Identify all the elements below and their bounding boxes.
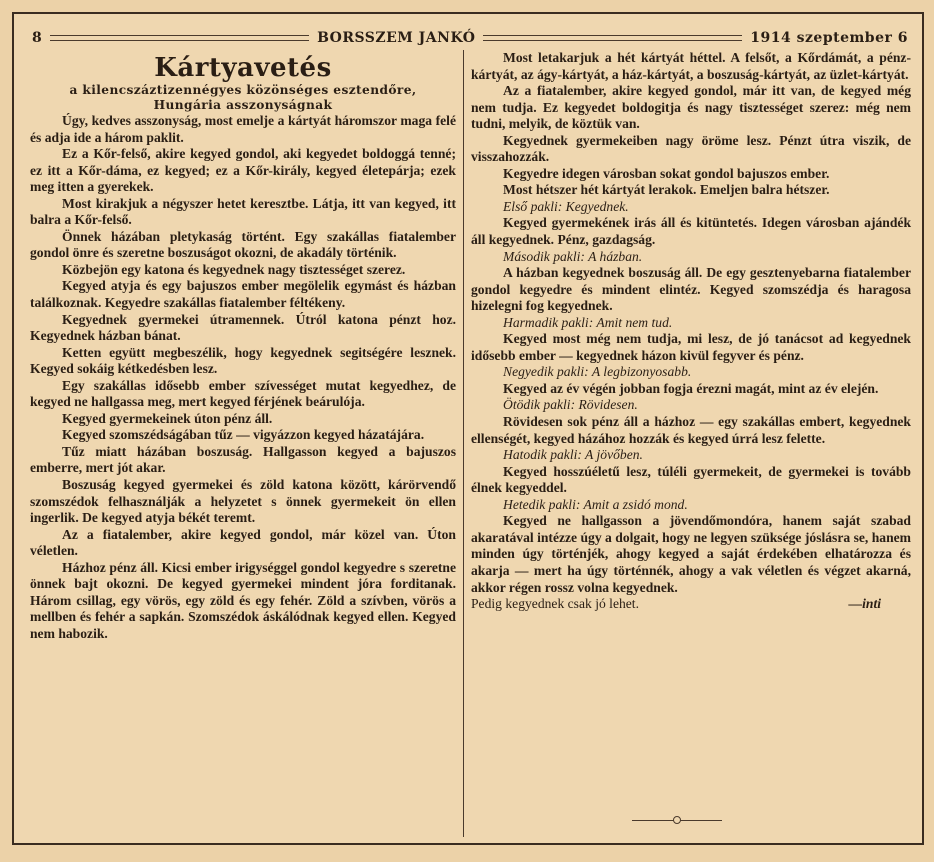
paragraph: Kegyedre idegen városban sokat gondol bajuszos ember. [503, 165, 830, 181]
paragraph: Közbejön egy katona és kegyednek nagy tisztességet szerez. [62, 261, 406, 277]
page-number: 8 [32, 30, 43, 46]
paragraph: Boszuság kegyed gyermekei és zöld katona között, kárörvendő szomszédok felhasználják a helyzetet s önnek gyermekeit ön ellen ingerlik. De kegyed atyja békét teremt. [30, 477, 456, 526]
paragraph: Az a fiatalember, akire kegyed gondol, már közel van. Úton véletlen. [30, 526, 456, 559]
paragraph: Kegyed most még nem tudja, mi lesz, de jó tanácsot ad kegyednek idősebb ember — kegyednek házon kivül fegyver és pénz. [471, 331, 911, 363]
ornament-circle [673, 816, 681, 824]
article-subtitle-line2: Hungária asszonyságnak [153, 98, 333, 112]
newspaper-page [12, 12, 924, 845]
pack-heading: Hetedik pakli: Amit a zsidó mond. [503, 496, 688, 512]
pack-heading: Második pakli: A házban. [503, 248, 643, 264]
paragraph: Most kirakjuk a négyszer hetet keresztbe. Látja, itt van kegyed, itt balra a Kőr-felső. [30, 195, 456, 228]
paragraph: Önnek házában pletykaság történt. Egy szakállas fiatalember gondol önre és szeretne boszuságot okozni, de akadály történik. [30, 228, 456, 261]
paragraph: Tűz miatt házában boszuság. Hallgasson kegyed a bajuszos emberre, mert jót akar. [30, 443, 456, 476]
paragraph: Ez a Kőr-felső, akire kegyed gondol, aki kegyedet boldoggá tenné; ez itt a Kőr-dáma, ez kegyed; ez a Kőr-király, kegyed életepárja; ezek meg itten a gyerekek. [30, 146, 456, 195]
pack-heading: Negyedik pakli: A legbizonyosabb. [503, 364, 692, 380]
end-ornament [632, 816, 722, 826]
header-rule-left [50, 35, 309, 41]
left-column [30, 50, 456, 643]
paragraph: Ketten együtt megbeszélik, hogy kegyednek segitségére lesznek. Kegyed sokáig kétkedésben lesz. [30, 344, 456, 377]
paragraph: Kegyed hosszúéletű lesz, túléli gyermekeit, de gyermekei is tovább élnek kegyeddel. [471, 463, 911, 496]
author-signature: —inti [848, 596, 881, 612]
paragraph: Kegyed atyja és egy bajuszos ember megölelik egymást és házban találkoznak. Kegyedre szakállas fiatalember féltékeny. [30, 278, 456, 311]
publication-name: BORSSZEM JANKÓ [317, 30, 476, 46]
paragraph: Úgy, kedves asszonyság, most emelje a kártyát háromszor maga felé és adja ide a három paklit. [30, 113, 456, 145]
paragraph: Kegyed az év végén jobban fogja érezni magát, mint az év elején. [503, 380, 879, 396]
right-column [463, 50, 911, 837]
paragraph: Kegyed szomszédságában tűz — vigyázzon kegyed házatájára. [62, 427, 425, 443]
pack-heading: Ötödik pakli: Rövidesen. [503, 397, 638, 413]
paragraph: A házban kegyednek boszuság áll. De egy gesztenyebarna fiatalember gondol kegyedre és mindent elintéz. Kegyed szomszédja és haragosa hizelegni fog kegyednek. [471, 265, 911, 314]
header-rule-right [483, 35, 742, 41]
paragraph: Kegyednek gyermekei útramennek. Útról katona pénzt hoz. Kegyednek házban bánat. [30, 311, 456, 344]
pack-heading: Első pakli: Kegyednek. [503, 198, 629, 214]
paragraph: Kegyed ne hallgasson a jövendőmondóra, hanem saját szabad akaratával intézze úgy a dolgait, hogy ne legyen szüksége jóslásra se, hanem minden úgy történjék, ahogy kegyed a saját érdekében elhatározza és akarja — mert ha úgy történnék, ahogy a vak véletlen és végzet akarná, akkor régen rossz volna kegyednek. [471, 513, 911, 595]
closing-line: Pedig kegyednek csak jó lehet. [471, 596, 639, 612]
issue-date: 1914 szeptember 6 [750, 30, 908, 46]
paragraph: Az a fiatalember, akire kegyed gondol, már itt van, de kegyed még nem tudja. Ez kegyedet boldogitja és nagy tisztességet szerez: még nem tudni, melyik, de köztük van. [471, 83, 911, 132]
paragraph: Kegyed gyermekének irás áll és kitüntetés. Idegen városban ajándék áll kegyednek. Pénz, gazdagság. [471, 215, 911, 248]
pack-heading: Harmadik pakli: Amit nem tud. [503, 314, 673, 330]
running-header [32, 28, 908, 48]
closing-row [471, 596, 911, 613]
article-subtitle-line1: a kilencszáztizennégyes közönséges esztendőre, [69, 83, 417, 97]
article-title: Kártyavetés [154, 53, 332, 83]
pack-heading: Hatodik pakli: A jövőben. [503, 447, 643, 463]
paragraph: Rövidesen sok pénz áll a házhoz — egy szakállas embert, kegyednek ellenségét, kegyed házához hozzák és kegyed úrrá lesz felette. [471, 414, 911, 446]
left-paragraphs [30, 113, 456, 643]
paragraph: Most letakarjuk a hét kártyát héttel. A felsőt, a Kőrdámát, a pénz-kártyát, az ágy-kártyát, a ház-kártyát, a boszuság-kártyát, az üzlet-kártyát. [471, 50, 911, 82]
right-paragraphs [471, 50, 911, 596]
paragraph: Most hétszer hét kártyát lerakok. Emeljen balra hétszer. [503, 182, 830, 198]
paragraph: Kegyednek gyermekeiben nagy öröme lesz. Pénzt útra viszik, de visszahozzák. [471, 132, 911, 165]
paragraph: Egy szakállas idősebb ember szívességet mutat kegyedhez, de kegyed ne hallgassa meg, mert kegyed férjének beárulója. [30, 377, 456, 410]
paragraph: Házhoz pénz áll. Kicsi ember irigységgel gondol kegyedre s szeretne önnek bajt okozni. De kegyed gyermekei mindent jóra forditanak. Három csillag, egy vörös, egy zöld és egy fehér. Zöld a szívben, vörös a mellben és fehér a sapkán. Szomszédok áskálódnak kegyed ellen. Kegyed nem habozik. [30, 559, 456, 641]
paragraph: Kegyed gyermekeinek úton pénz áll. [62, 410, 273, 426]
